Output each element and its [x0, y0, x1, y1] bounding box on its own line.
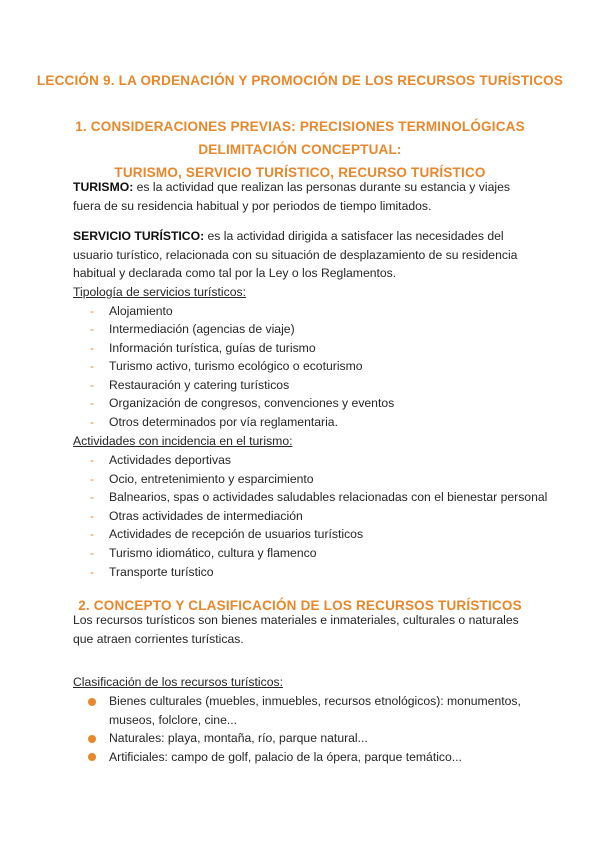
clasificacion-list: [73, 692, 528, 766]
clasificacion-title: Clasificación de los recursos turísticos:: [73, 675, 283, 689]
dash-bullet-icon: -: [90, 340, 95, 355]
dash-bullet-icon: -: [90, 545, 95, 560]
turismo-text: es la actividad que realizan las personas durante su estancia y viajes fuera de su residencia habitual y por periodos de tiempo limitados.: [73, 180, 510, 213]
dash-bullet-icon: -: [90, 396, 95, 411]
servicio-text: es la actividad dirigida a satisfacer las necesidades del usuario turístico, relacionada con su situación de desplazamiento de su residencia habitual y declarada como tal por la Ley o los Reglamentos.: [73, 229, 518, 280]
dash-bullet-icon: -: [90, 490, 95, 505]
list-item: - Restauración y catering turísticos: [73, 376, 394, 395]
turismo-definition: [73, 178, 528, 215]
dash-bullet-icon: -: [90, 527, 95, 542]
list-item: - Actividades deportivas: [73, 451, 547, 470]
dash-bullet-icon: -: [90, 471, 95, 486]
section-1-title: [60, 115, 540, 184]
list-item: Naturales: playa, montaña, río, parque natural...: [73, 729, 528, 748]
list-item: - Transporte turístico: [73, 563, 547, 582]
dash-bullet-icon: -: [90, 303, 95, 318]
dot-bullet-icon: [88, 698, 96, 706]
actividades-list: [73, 451, 547, 581]
section-2-title: 2. CONCEPTO Y CLASIFICACIÓN DE LOS RECURSOS TURÍSTICOS: [78, 598, 522, 613]
dash-bullet-icon: -: [90, 508, 95, 523]
list-item: - Información turística, guías de turismo: [73, 339, 394, 358]
dash-bullet-icon: -: [90, 453, 95, 467]
list-item: - Turismo idiomático, cultura y flamenco: [73, 544, 547, 563]
list-item: - Intermediación (agencias de viaje): [73, 320, 394, 339]
list-item: - Organización de congresos, convenciones y eventos: [73, 394, 394, 413]
lesson-title: LECCIÓN 9. LA ORDENACIÓN Y PROMOCIÓN DE LOS RECURSOS TURÍSTICOS: [36, 73, 564, 88]
recursos-intro: Los recursos turísticos son bienes materiales e inmateriales, culturales o naturales que atraen corrientes turísticas.: [73, 613, 519, 646]
dash-bullet-icon: -: [90, 564, 95, 579]
actividades-title: Actividades con incidencia en el turismo:: [73, 434, 293, 448]
tipologia-title: Tipología de servicios turísticos:: [73, 285, 246, 299]
list-item: - Otros determinados por vía reglamentaria.: [73, 413, 394, 432]
dash-bullet-icon: -: [90, 322, 95, 337]
tipologia-list: [73, 302, 394, 432]
dash-bullet-icon: -: [90, 415, 95, 430]
list-item: - Turismo activo, turismo ecológico o ecoturismo: [73, 357, 394, 376]
list-item: - Actividades de recepción de usuarios turísticos: [73, 525, 547, 544]
list-item: - Ocio, entretenimiento y esparcimiento: [73, 470, 547, 489]
list-item: Artificiales: campo de golf, palacio de la ópera, parque temático...: [73, 748, 528, 767]
dash-bullet-icon: -: [90, 359, 95, 374]
dot-bullet-icon: [88, 753, 96, 761]
servicio-term: SERVICIO TURÍSTICO:: [73, 229, 205, 243]
turismo-term: TURISMO:: [73, 180, 134, 194]
list-item: - Otras actividades de intermediación: [73, 507, 547, 526]
list-item: - Balnearios, spas o actividades saludables relacionadas con el bienestar personal: [73, 488, 547, 507]
dash-bullet-icon: -: [90, 377, 95, 392]
dot-bullet-icon: [88, 735, 96, 743]
servicio-definition: [73, 227, 528, 283]
list-item: Bienes culturales (muebles, inmuebles, recursos etnológicos): monumentos, museos, folclore, cine...: [73, 692, 528, 729]
section-1-title-line1: 1. CONSIDERACIONES PREVIAS: PRECISIONES TERMINOLÓGICAS DELIMITACIÓN CONCEPTUAL:: [75, 119, 525, 157]
list-item: - Alojamiento: [73, 302, 394, 321]
section-1-title-line2: TURISMO, SERVICIO TURÍSTICO, RECURSO TURÍSTICO: [114, 165, 486, 180]
